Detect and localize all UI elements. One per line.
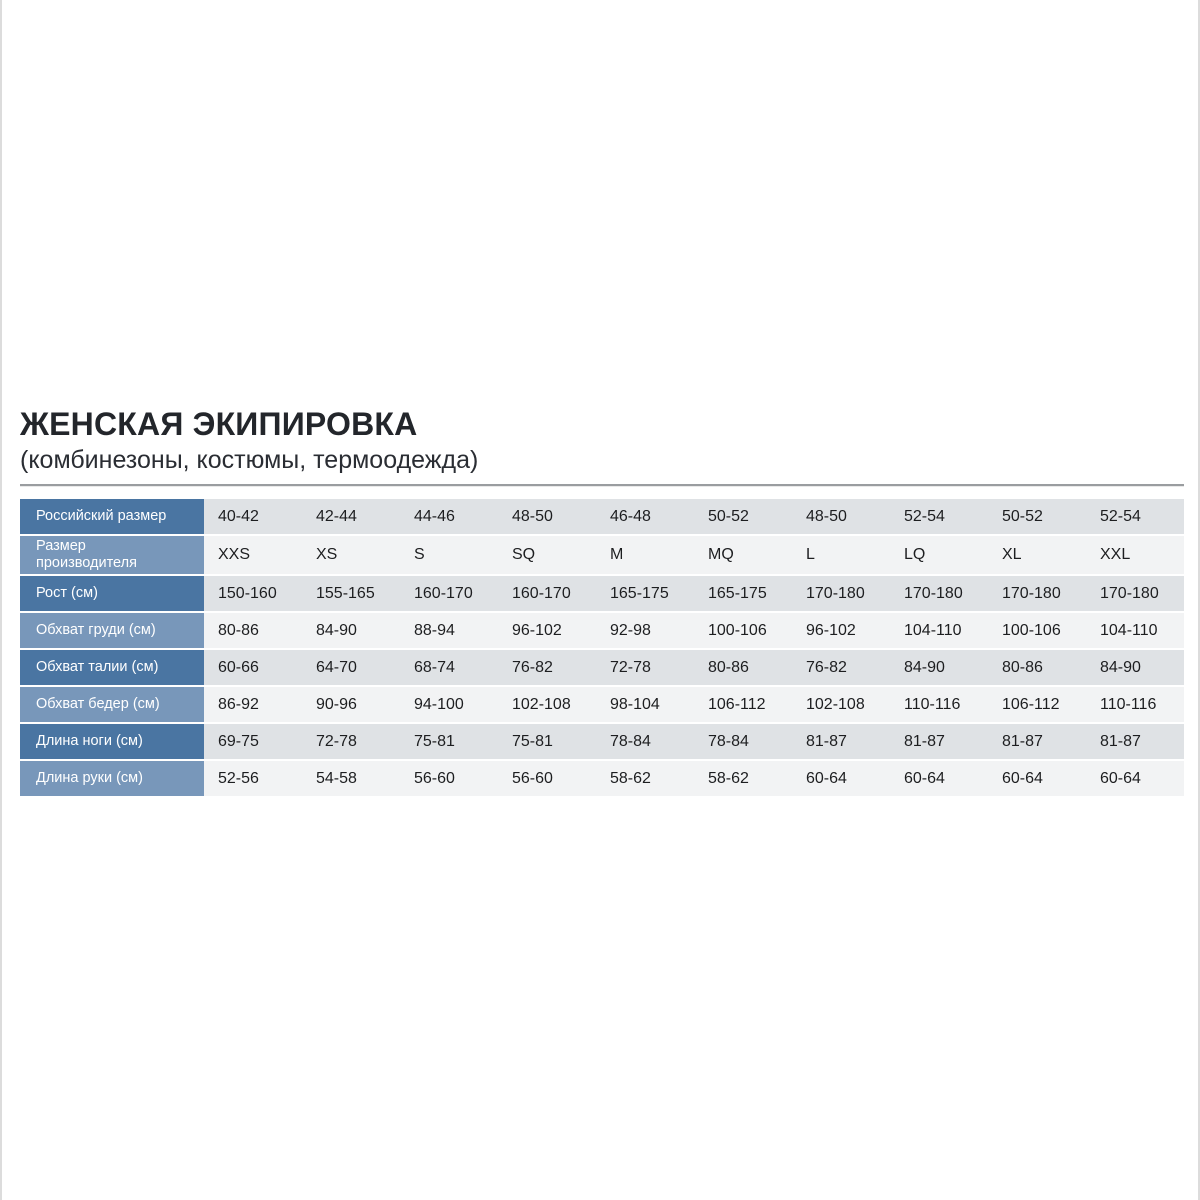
table-cell: M (596, 536, 694, 574)
size-table (20, 497, 1184, 798)
table-row (20, 613, 1184, 648)
table-cell: 106-112 (988, 687, 1086, 722)
table-row (20, 576, 1184, 611)
table-cell: 100-106 (694, 613, 792, 648)
table-row (20, 536, 1184, 574)
row-label: Длина ноги (см) (20, 724, 204, 759)
table-cell: 80-86 (694, 650, 792, 685)
table-cell: 170-180 (988, 576, 1086, 611)
row-label: Обхват груди (см) (20, 613, 204, 648)
table-cell: 90-96 (302, 687, 400, 722)
row-label: Размер производителя (20, 536, 204, 574)
table-cell: 81-87 (792, 724, 890, 759)
table-cell: 98-104 (596, 687, 694, 722)
table-cell: S (400, 536, 498, 574)
table-cell: 160-170 (400, 576, 498, 611)
table-cell: 46-48 (596, 499, 694, 534)
table-cell: 96-102 (498, 613, 596, 648)
table-cell: 170-180 (890, 576, 988, 611)
table-cell: LQ (890, 536, 988, 574)
table-cell: 88-94 (400, 613, 498, 648)
table-cell: 56-60 (400, 761, 498, 796)
table-cell: 75-81 (400, 724, 498, 759)
row-label: Обхват талии (см) (20, 650, 204, 685)
row-label: Обхват бедер (см) (20, 687, 204, 722)
page-subtitle: (комбинезоны, костюмы, термоодежда) (20, 446, 479, 474)
table-cell: XS (302, 536, 400, 574)
table-cell: MQ (694, 536, 792, 574)
table-cell: 60-64 (890, 761, 988, 796)
table-cell: 80-86 (988, 650, 1086, 685)
row-label: Российский размер (20, 499, 204, 534)
table-cell: 84-90 (1086, 650, 1184, 685)
table-cell: 165-175 (596, 576, 694, 611)
table-cell: 60-64 (1086, 761, 1184, 796)
divider (20, 484, 1184, 486)
table-cell: 84-90 (890, 650, 988, 685)
table-cell: 155-165 (302, 576, 400, 611)
table-cell: 52-54 (1086, 499, 1184, 534)
table-cell: 48-50 (498, 499, 596, 534)
row-label: Длина руки (см) (20, 761, 204, 796)
table-cell: 48-50 (792, 499, 890, 534)
table-cell: 80-86 (204, 613, 302, 648)
table-cell: 69-75 (204, 724, 302, 759)
table-cell: 150-160 (204, 576, 302, 611)
table-cell: 170-180 (1086, 576, 1184, 611)
table-cell: 54-58 (302, 761, 400, 796)
table-cell: 58-62 (694, 761, 792, 796)
table-cell: 96-102 (792, 613, 890, 648)
table-cell: 68-74 (400, 650, 498, 685)
size-chart-section (20, 405, 1184, 798)
table-cell: 72-78 (302, 724, 400, 759)
table-row (20, 724, 1184, 759)
table-row (20, 650, 1184, 685)
table-cell: SQ (498, 536, 596, 574)
size-table-body (20, 499, 1184, 796)
table-cell: 100-106 (988, 613, 1086, 648)
table-cell: 60-64 (988, 761, 1086, 796)
table-cell: 84-90 (302, 613, 400, 648)
table-cell: 50-52 (694, 499, 792, 534)
table-cell: 76-82 (498, 650, 596, 685)
table-cell: 50-52 (988, 499, 1086, 534)
table-cell: 76-82 (792, 650, 890, 685)
table-cell: 94-100 (400, 687, 498, 722)
table-cell: 106-112 (694, 687, 792, 722)
table-cell: XXL (1086, 536, 1184, 574)
table-cell: 58-62 (596, 761, 694, 796)
table-cell: 40-42 (204, 499, 302, 534)
table-row (20, 499, 1184, 534)
table-cell: 81-87 (890, 724, 988, 759)
table-cell: 102-108 (498, 687, 596, 722)
table-cell: 170-180 (792, 576, 890, 611)
table-cell: 78-84 (694, 724, 792, 759)
table-cell: 165-175 (694, 576, 792, 611)
table-cell: 104-110 (1086, 613, 1184, 648)
table-cell: 75-81 (498, 724, 596, 759)
table-row (20, 761, 1184, 796)
table-cell: 92-98 (596, 613, 694, 648)
table-cell: 81-87 (1086, 724, 1184, 759)
table-cell: 86-92 (204, 687, 302, 722)
row-label: Рост (см) (20, 576, 204, 611)
table-cell: 104-110 (890, 613, 988, 648)
table-cell: XXS (204, 536, 302, 574)
table-cell: 44-46 (400, 499, 498, 534)
table-cell: 52-56 (204, 761, 302, 796)
table-cell: 72-78 (596, 650, 694, 685)
table-cell: 56-60 (498, 761, 596, 796)
table-cell: XL (988, 536, 1086, 574)
table-cell: 81-87 (988, 724, 1086, 759)
table-cell: 110-116 (1086, 687, 1184, 722)
table-cell: 52-54 (890, 499, 988, 534)
table-cell: 60-66 (204, 650, 302, 685)
table-cell: 64-70 (302, 650, 400, 685)
table-cell: 60-64 (792, 761, 890, 796)
table-cell: L (792, 536, 890, 574)
table-cell: 102-108 (792, 687, 890, 722)
table-cell: 42-44 (302, 499, 400, 534)
table-cell: 78-84 (596, 724, 694, 759)
page-title: ЖЕНСКАЯ ЭКИПИРОВКА (20, 406, 418, 442)
table-cell: 160-170 (498, 576, 596, 611)
table-row (20, 687, 1184, 722)
table-cell: 110-116 (890, 687, 988, 722)
